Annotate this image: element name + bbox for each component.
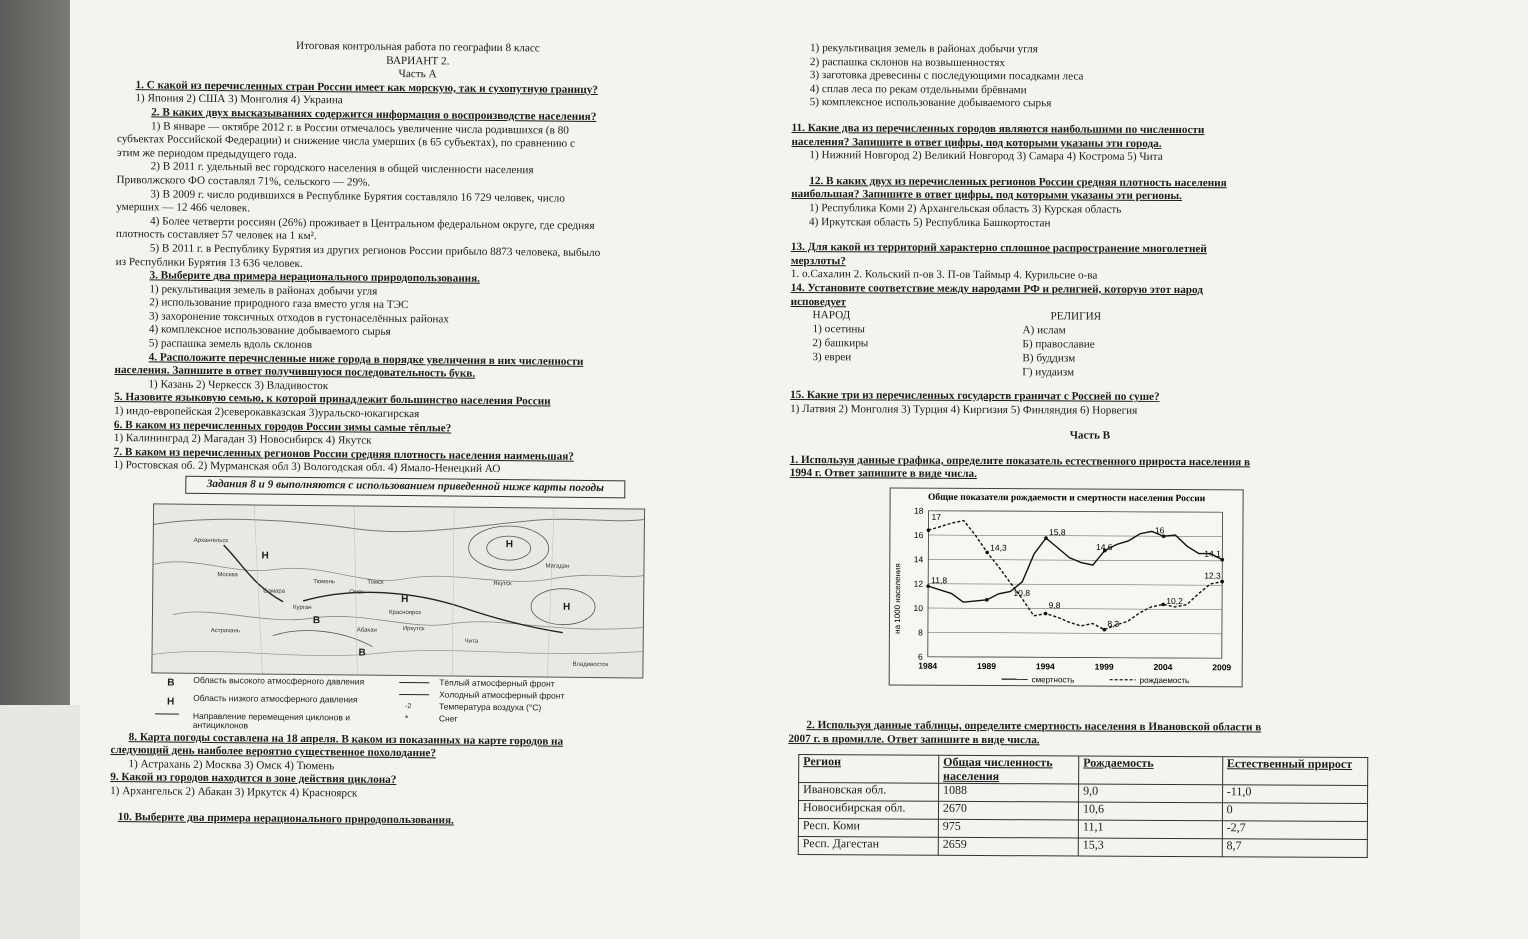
table-cell: 9,0 (1079, 784, 1223, 803)
map-city: Иркутск (402, 625, 425, 632)
question-b1-cont: 1994 г. Ответ запишите в виде числа. (789, 467, 977, 481)
option-line: 2) распашка склонов на возвышенностях (809, 55, 1006, 69)
question-11: 11. Какие два из перечисленных городов являются наибольшими по численности (791, 121, 1205, 137)
statement-line: из Республики Бурятия 13 636 человек. (115, 255, 303, 270)
low-pressure-mark: Н (401, 593, 409, 605)
map-city: Якутск (493, 580, 512, 587)
chart-x-tick-label: 1994 (1035, 661, 1055, 672)
table-cell: 1088 (938, 784, 1078, 803)
table-cell: Новосибирская обл. (798, 801, 938, 820)
chart-data-label: 17 (931, 511, 942, 523)
question-9: 9. Какой из городов находится в зоне действия циклона? (110, 771, 397, 787)
question-5: 5. Назовите языковую семью, к которой принадлежит большинство населения России (114, 391, 551, 408)
religion-item: Г) иудаизм (1022, 366, 1075, 379)
map-city: Самара (263, 588, 286, 595)
weather-map-drawing (152, 504, 644, 677)
chart-line-смертность (928, 530, 1222, 603)
chart-grid (928, 511, 1223, 659)
chart-y-tick-label: 16 (913, 530, 924, 541)
chart-y-tick-label: 14 (913, 554, 924, 565)
statement-line: плотность составляет 57 человек на 1 км². (115, 228, 317, 243)
map-city: Архангельск (193, 537, 229, 544)
statement-line: субъектах Российской Федерации) и снижение числа умерших (в 65 субъектах), по сравнению с (116, 133, 576, 150)
legend-warm-text: Тёплый атмосферный фронт (439, 676, 555, 689)
chart-data-labels (931, 512, 1221, 629)
chart-point (1220, 558, 1224, 562)
table-cell: 2670 (938, 802, 1078, 821)
map-city: Курган (293, 604, 312, 611)
chart-gridline (928, 535, 1222, 537)
chart-ticks (913, 506, 1232, 673)
chart-x-tick-label: 1984 (918, 660, 938, 671)
map-city: Томск (367, 579, 384, 586)
chart-data-label: 8,3 (1107, 618, 1120, 629)
table-cell: 15,3 (1078, 838, 1222, 857)
map-city: Владивосток (572, 661, 609, 668)
variant-label: ВАРИАНТ 2. (386, 54, 450, 68)
low-pressure-mark: Н (563, 601, 571, 613)
question-14-cont: исповедует (790, 295, 847, 308)
chart-x-tick-label: 2004 (1153, 661, 1173, 673)
chart-data-label: 11,8 (931, 575, 948, 586)
question-b1: 1. Используя данные графика, определите показатель естественного прироста населения в (789, 453, 1251, 469)
chart-legend (1002, 675, 1190, 685)
chart-y-axis-label: на 1000 населения (892, 563, 903, 634)
left-column (110, 38, 718, 830)
table-cell: -11,0 (1222, 785, 1367, 804)
question-14: 14. Установите соответствие между народами РФ и религией, которую этот народ (790, 281, 1204, 297)
chart-data-label: 10,2 (1166, 595, 1183, 607)
legend-low-symbol: Н (166, 696, 175, 708)
high-pressure-mark: В (358, 647, 366, 659)
people-item: 2) башкиры (812, 337, 869, 350)
question-7: 7. В каком из перечисленных регионов России средняя плотность населения наименьшая? (113, 445, 574, 463)
question-4-options: 1) Казань 2) Черкесск 3) Владивосток (148, 378, 329, 393)
statement-line: 1) В январе — октябре 2012 г. в России отмечалось увеличение числа родившихся (в 80 (151, 119, 569, 137)
map-city: Магадан (545, 563, 570, 570)
chart-data-label: 12,3 (1204, 570, 1221, 581)
chart-legend-label: смертность (1031, 675, 1075, 685)
lower-sheet-edge (0, 705, 80, 939)
region-table (798, 754, 1369, 858)
high-pressure-mark: В (312, 614, 321, 626)
map-city: Чита (464, 638, 479, 645)
map-city: Астрахань (210, 627, 240, 634)
question-7-options: 1) Ростовская об. 2) Мурманская обл 3) Вологодская обл. 4) Ямало-Ненецкий АО (113, 459, 501, 476)
map-city: Абакан (356, 627, 377, 634)
chart-point (985, 598, 989, 602)
map-city: Омск (349, 589, 364, 596)
part-b-heading: Часть В (1069, 429, 1111, 442)
chart-y-tick-label: 8 (918, 627, 923, 638)
table-cell: 0 (1222, 803, 1367, 822)
option-line: 4) комплексное использование добываемого сырья (148, 323, 391, 339)
table-header-cell: Естественный прирост (1222, 757, 1367, 786)
question-11-cont: населения? Запишите в ответ цифры, под которыми указаны эти города. (791, 135, 1162, 150)
temperature-icon: -2 (404, 702, 412, 710)
chart-data-label: 15,8 (1049, 527, 1066, 538)
legend-high-symbol: В (167, 677, 175, 689)
religion-item: Б) православие (1022, 338, 1095, 351)
question-6-options: 1) Калининград 2) Магадан 3) Новосибирск 4) Якутск (113, 432, 372, 447)
question-13: 13. Для какой из территорий характерно сплошное распространение многолетней (790, 241, 1207, 256)
question-b2: 2. Используя данные таблицы, определите смертность населения в Ивановской области в (806, 719, 1262, 734)
question-13-cont: мерзлоты? (790, 254, 846, 268)
question-10: 10. Выберите два примера нерационального природопользования. (117, 810, 454, 827)
table-cell: 10,6 (1078, 802, 1222, 821)
chart-data-label: 14,1 (1204, 548, 1221, 559)
chart-gridline (928, 584, 1222, 586)
table-cell: 975 (938, 820, 1078, 839)
question-11-options: 1) Нижний Новгород 2) Великий Новгород 3) Самара 4) Кострома 5) Чита (809, 149, 1163, 164)
question-12-options: 1) Республика Коми 2) Архангельская область 3) Курская область (809, 202, 1122, 216)
question-12: 12. В каких двух из перечисленных регионов России средняя плотность населения (809, 174, 1227, 190)
question-6: 6. В каком из перечисленных городов России зимы самые тёплые? (113, 418, 452, 435)
legend-snow-text: Снег (438, 712, 458, 724)
question-8-options: 1) Астрахань 2) Москва 3) Омск 4) Тюмень (128, 757, 335, 773)
task-note-box: Задания 8 и 9 выполняются с использованием приведенной ниже карты погоды (185, 476, 625, 498)
legend-low-text: Область низкого атмосферного давления (193, 692, 358, 705)
option-line: 5) комплексное использование добываемого сырья (809, 96, 1052, 110)
chart-point (985, 551, 989, 555)
question-5-options: 1) индо-европейская 2)северокавказская 3)уральско-юкагирская (114, 405, 420, 421)
question-8: 8. Карта погоды составлена на 18 апреля. В каком из показанных на карте городов на (128, 730, 564, 748)
chart-point (927, 528, 931, 532)
chart-y-tick-label: 12 (913, 578, 924, 589)
question-13-options: 1. о.Сахалин 2. Кольский п-ов 3. П-ов Таймыр 4. Курильсие о-ва (790, 268, 1098, 282)
chart-point (1044, 612, 1048, 616)
religion-item: В) буддизм (1022, 352, 1076, 365)
right-column (788, 42, 1372, 858)
table-cell: -2,7 (1222, 821, 1367, 840)
option-line: 3) захоронение токсичных отходов в густонаселённых районах (149, 310, 450, 326)
table-cell: Респ. Коми (798, 819, 938, 838)
statement-line: 5) В 2011 г. в Республику Бурятия из других регионов России прибыло 8873 человека, выбыло (149, 242, 601, 259)
question-12-options: 4) Иркутская область 5) Республика Башкортостан (809, 215, 1051, 229)
chart-point (1044, 536, 1048, 540)
weather-map (151, 503, 645, 678)
question-b2-cont: 2007 г. в промилле. Ответ запишите в виде числа. (788, 732, 1040, 746)
question-15: 15. Какие три из перечисленных государств граничат с Россией по суше? (790, 389, 1160, 404)
chart-svg (890, 489, 1243, 687)
chart-point (1103, 628, 1107, 632)
table-header-cell: Общая численность населения (939, 756, 1079, 785)
question-9-options: 1) Архангельск 2) Абакан 3) Иркутск 4) Красноярск (110, 784, 358, 800)
people-header: НАРОД (812, 309, 851, 322)
birth-death-chart (889, 488, 1244, 688)
chart-data-label: 10,8 (1013, 587, 1031, 598)
chart-y-tick-label: 18 (914, 505, 924, 516)
statement-line: 4) Более четверти россиян (26%) проживает в Центральном федеральном округе, где средняя (150, 215, 595, 232)
table-row (798, 837, 1367, 858)
part-a-heading: Часть А (398, 68, 437, 81)
question-2-statements (116, 120, 718, 276)
low-pressure-mark: Н (505, 538, 514, 550)
table-cell: 8,7 (1222, 839, 1367, 858)
map-legend (155, 675, 676, 736)
option-line: 4) сплав леса по рекам отдельными брёвнами (809, 82, 1027, 97)
snow-icon: * (404, 712, 409, 723)
chart-gridline (928, 657, 1222, 659)
map-city: Тюмень (313, 578, 336, 585)
question-12-cont: наибольшая? Запишите в ответ цифры, под которыми указаны эти регионы. (791, 188, 1183, 203)
chart-legend-label: рождаемость (1139, 675, 1190, 686)
question-2: 2. В каких двух высказываниях содержится информация о воспроизводстве населения? (151, 106, 597, 123)
statement-line: 2) В 2011 г. удельный вес городского населения в общей численности населения (150, 160, 534, 177)
map-city: Москва (217, 571, 238, 578)
chart-x-tick-label: 1999 (1094, 661, 1114, 672)
question-4-cont: населения. Запишите в ответ получившуюся последовательность букв. (114, 364, 476, 381)
legend-cold-text: Холодный атмосферный фронт (439, 688, 565, 701)
legend-temp-text: Температура воздуха (°С) (438, 700, 542, 713)
legend-high-text: Область высокого атмосферного давления (193, 674, 365, 687)
table-cell: 11,1 (1078, 820, 1222, 839)
question-15-options: 1) Латвия 2) Монголия 3) Турция 4) Киргизия 5) Финляндия 6) Норвегия (790, 402, 1138, 417)
low-pressure-mark: Н (261, 550, 269, 562)
table-header-cell: Регион (799, 755, 939, 784)
people-item: 3) евреи (812, 351, 852, 364)
question-8-cont: следующий день наиболее вероятно существенное похолодание? (110, 744, 437, 760)
chart-point (1161, 603, 1165, 607)
option-line: 1) рекультивация земель в районах добычи угля (149, 283, 378, 298)
option-line: 3) заготовка древесины с последующими посадками леса (809, 69, 1084, 83)
chart-gridline (929, 511, 1223, 513)
people-item: 1) осетины (812, 323, 865, 336)
chart-point (926, 584, 930, 588)
chart-gridline (928, 632, 1222, 634)
worksheet-title: Итоговая контрольная работа по географии 8 класс (295, 39, 540, 55)
religion-header: РЕЛИГИЯ (1050, 310, 1102, 323)
question-14-match (790, 309, 1370, 380)
table-header-row (799, 755, 1368, 786)
map-city: Красноярск (388, 609, 422, 616)
chart-y-tick-label: 6 (918, 651, 923, 662)
statement-line: Приволжского ФО составлял 71%, сельского — 29%. (116, 173, 371, 189)
statement-line: 3) В 2009 г. число родившихся в Республике Бурятия составляло 16 729 человек, число (150, 187, 565, 205)
warm-front-icon (399, 682, 429, 683)
legend-direction-text: Направление перемещения циклонов и антициклонов (192, 710, 351, 730)
religion-item: А) ислам (1022, 324, 1066, 337)
table-cell: 2659 (938, 838, 1078, 857)
option-line: 5) распашка земель вдоль склонов (148, 337, 313, 352)
chart-y-tick-label: 10 (913, 603, 924, 614)
cold-front-icon (399, 694, 429, 695)
table-header-cell: Рождаемость (1079, 756, 1223, 785)
option-line: 2) использование природного газа вместо угля на ТЭС (149, 296, 409, 312)
chart-point (1220, 580, 1224, 584)
chart-data-label: 16 (1154, 525, 1165, 536)
question-1-options: 1) Япония 2) США 3) Монголия 4) Украина (135, 92, 343, 107)
chart-data-label: 14,3 (990, 542, 1007, 553)
chart-title: Общие показатели рождаемости и смертности населения России (927, 492, 1206, 505)
chart-gridline (928, 608, 1222, 610)
direction-line-icon (155, 713, 179, 714)
question-3: 3. Выберите два примера нерационального природопользования. (149, 269, 481, 285)
question-4: 4. Расположите перечисленные ниже города в порядке увеличения в них численности (148, 350, 584, 368)
question-1: 1. С какой из перечисленных стран России имеет как морскую, так и сухопутную границу? (135, 78, 598, 96)
desk-background (0, 0, 70, 705)
chart-series (926, 520, 1224, 632)
chart-x-tick-label: 1989 (977, 661, 997, 672)
chart-data-label: 9,8 (1048, 600, 1061, 611)
option-line: 1) рекультивация земель в районах добычи угля (809, 42, 1038, 56)
table-cell: Ивановская обл. (799, 783, 939, 802)
statement-line: умерших — 12 466 человек. (116, 201, 251, 215)
table-cell: Респ. Дагестан (798, 837, 938, 856)
chart-data-label: 14,6 (1095, 542, 1113, 553)
chart-x-tick-label: 2009 (1212, 662, 1232, 673)
statement-line: этим же периодом предыдущего года. (116, 146, 297, 161)
